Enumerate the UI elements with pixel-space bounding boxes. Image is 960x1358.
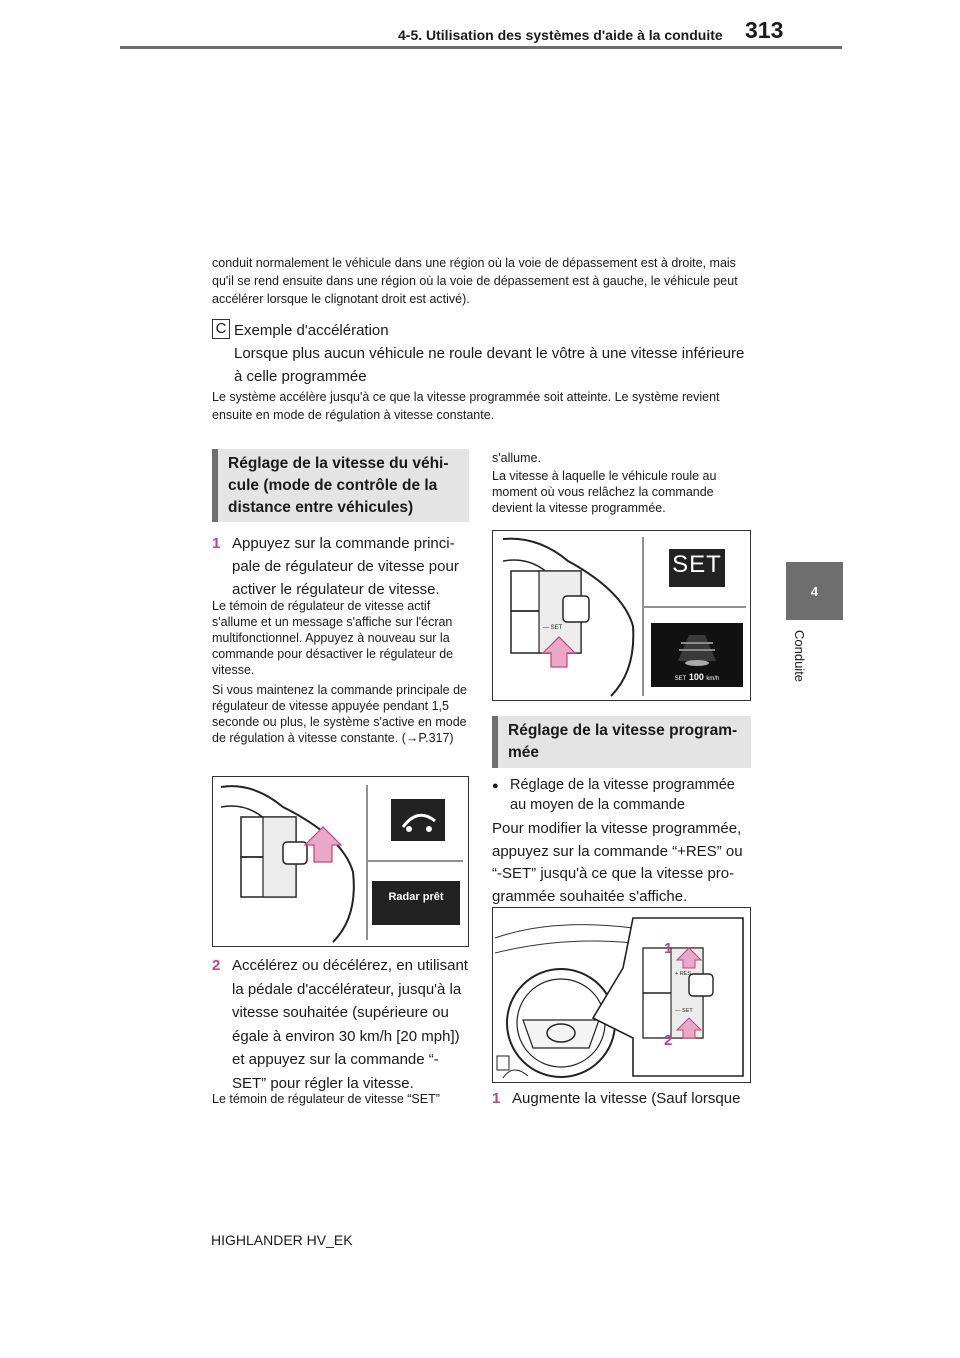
footer-model: HIGHLANDER HV_EK xyxy=(211,1232,353,1248)
bullet-text: Réglage de la vitesse programmée au moyen de la commande xyxy=(510,777,735,813)
page-number: 313 xyxy=(745,17,784,43)
section-heading-speed: Réglage de la vitesse du véhi-cule (mode de contrôle de la distance entre véhicules) xyxy=(212,449,469,522)
steering-switch-figure xyxy=(213,777,469,947)
speed-unit: km/h xyxy=(706,676,720,682)
bullet-icon: ● xyxy=(492,780,499,792)
callout-1: 1 xyxy=(664,940,673,957)
step-text: Augmente la vitesse (Sauf lorsque xyxy=(512,1090,741,1107)
header-divider xyxy=(120,46,842,49)
right-step-1 xyxy=(492,1087,751,1110)
chapter-label: Conduite xyxy=(792,630,807,683)
speed-readout xyxy=(651,672,743,682)
intro-paragraph: conduit normalement le véhicule dans une région où la voie de dépassement est à droite, mais qu'il se rend ensuite dans une région où la voie de dépassement est à gauche, le véhicule peut accélérer lorsque le clignotant droit est activé). xyxy=(212,256,738,306)
step-number: 1 xyxy=(212,535,221,552)
step2-note: Le témoin de régulateur de vitesse “SET” xyxy=(212,1092,440,1106)
speed-set-label: SET xyxy=(674,676,687,682)
left-step-2 xyxy=(212,954,469,1095)
step-number: 1 xyxy=(492,1090,501,1107)
res-set-switch-illustration xyxy=(492,907,751,1083)
continued-text: s'allume. xyxy=(492,451,541,465)
system-note: Le système accélère jusqu'à ce que la vitesse programmée soit atteinte. Le système revient ensuite en mode de régulation à vitesse constante. xyxy=(212,390,720,422)
set-button-label: — SET xyxy=(543,625,563,631)
step1-note-2: Si vous maintenez la commande principale de régulateur de vitesse appuyée pendant 1,5 seconde ou plus, le système s'active en mode de régulation à vitesse constante. (→P.317) xyxy=(212,683,467,745)
section-title: 4-5. Utilisation des systèmes d'aide à la conduite xyxy=(398,27,723,43)
set-label: — SET xyxy=(675,1008,693,1014)
example-text: Lorsque plus aucun véhicule ne roule devant le vôtre à une vitesse inférieure à celle programmée xyxy=(234,345,745,385)
cruise-main-switch-illustration xyxy=(212,776,469,947)
example-block xyxy=(234,319,754,388)
example-title: Exemple d'accélération xyxy=(234,322,389,339)
set-speed-paragraph: Pour modifier la vitesse programmée, appuyez sur la commande “+RES” ou “-SET” jusqu'à ce que la vitesse pro-grammée souhaitée s'affiche. xyxy=(492,820,743,905)
step1-note: Le témoin de régulateur de vitesse actif s'allume et un message s'affiche sur l'écran multifonctionnel. Appuyez à nouveau sur la commande pour désactiver le régulateur de vitesse. xyxy=(212,599,454,677)
set-speed-bullet xyxy=(492,775,751,815)
step-text: Accélérez ou décélérez, en utilisant la pédale d'accélérateur, jusqu'à la vitesse souhaitée (supérieure ou égale à environ 30 km/h [20 mph]) et appuyez sur la commande “-SET” pour régler la vitesse. xyxy=(232,957,468,1092)
speed-value: 100 xyxy=(688,672,704,682)
step-number: 2 xyxy=(212,957,221,974)
set-display: SET xyxy=(672,551,722,578)
res-label: + RES xyxy=(675,971,692,977)
set-switch-illustration xyxy=(492,530,751,701)
left-step-1 xyxy=(212,532,469,601)
set-speed-note: La vitesse à laquelle le véhicule roule au moment où vous relâchez la commande devient la vitesse programmée. xyxy=(492,469,717,515)
chapter-tab: 4 xyxy=(786,562,843,620)
step-text: Appuyez sur la commande princi-pale de régulateur de vitesse pour activer le régulateur de vitesse. xyxy=(232,535,459,598)
example-marker: C xyxy=(212,319,230,339)
dashboard-switch-figure xyxy=(493,908,751,1083)
radar-ready-display: Radar prêt xyxy=(388,891,444,903)
section-heading-set-speed: Réglage de la vitesse program-mée xyxy=(492,716,751,768)
callout-2: 2 xyxy=(664,1032,673,1049)
